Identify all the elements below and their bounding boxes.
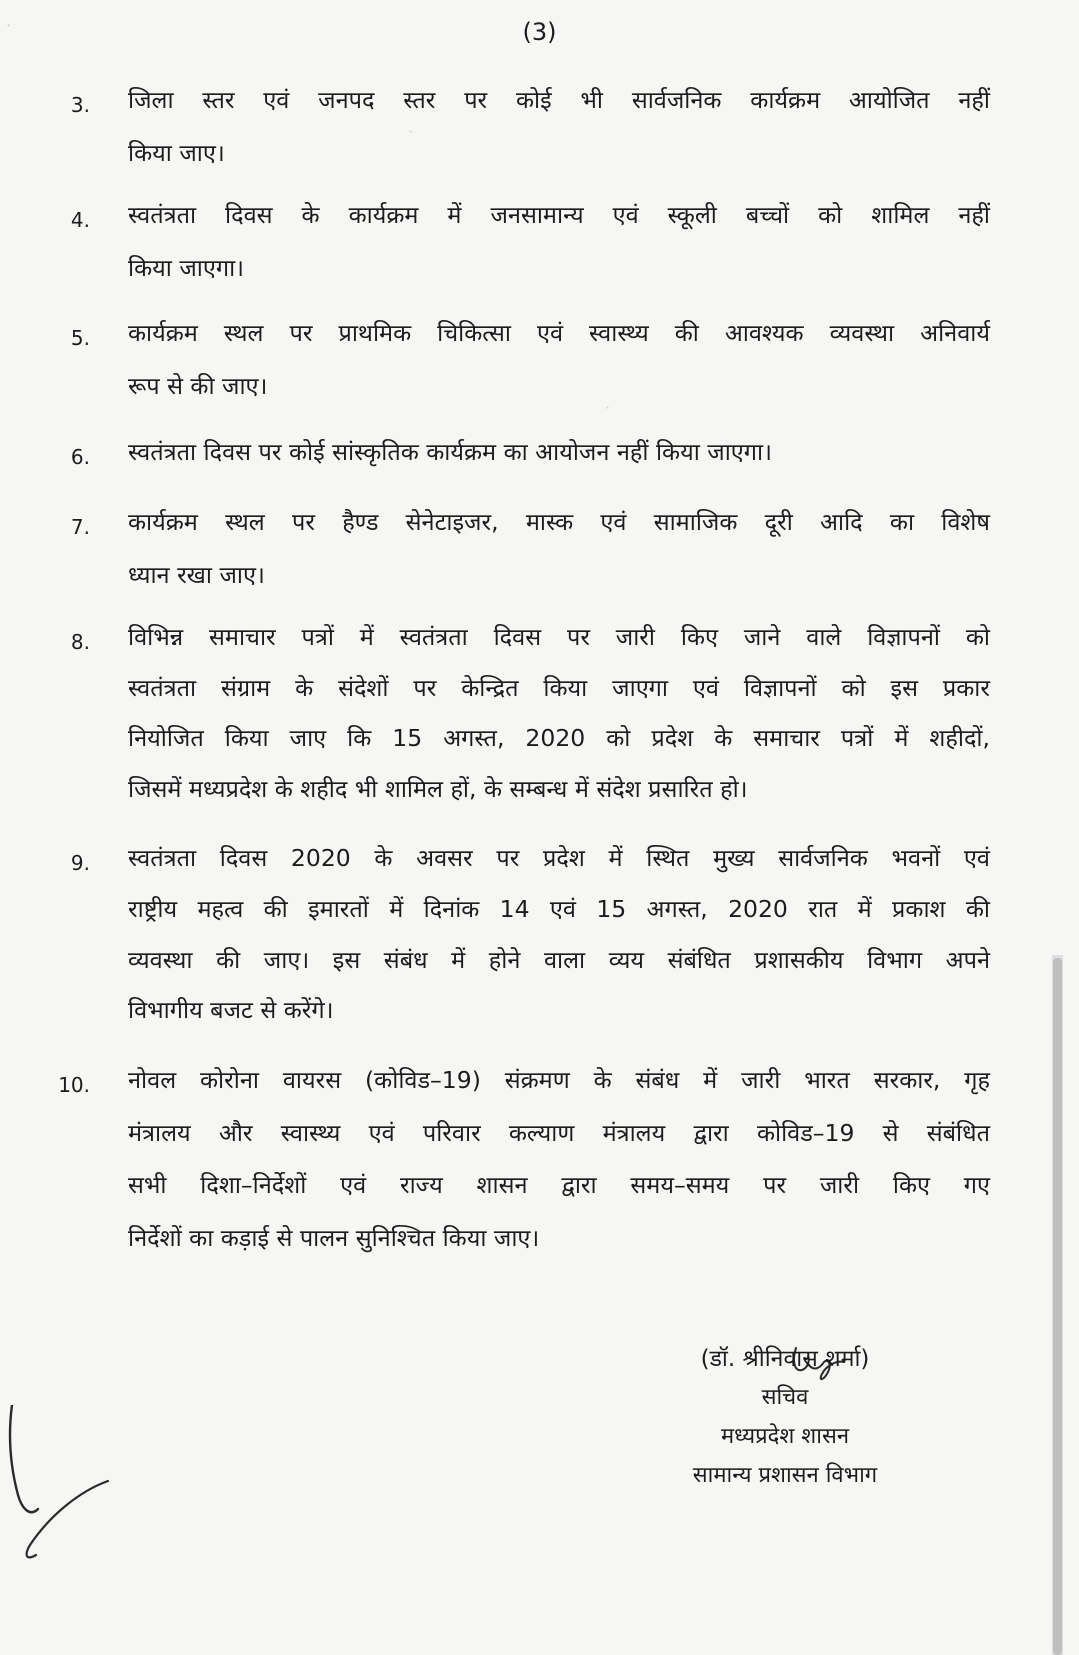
item-number: 4. — [70, 208, 90, 232]
item-number: 10. — [58, 1073, 90, 1097]
bleed-mark: · — [605, 398, 611, 417]
signatory-government: मध्यप्रदेश शासन — [720, 1424, 850, 1449]
scrollbar-thumb[interactable] — [1053, 958, 1062, 1655]
bleed-mark: · — [408, 122, 414, 141]
item-line: नियोजित किया जाए कि 15 अगस्त, 2020 को प्रदेश के समाचार पत्रों में शहीदों, — [128, 724, 990, 752]
item-number: 5. — [70, 326, 90, 350]
item-line: स्वतंत्रता दिवस 2020 के अवसर पर प्रदेश में स्थित मुख्य सार्वजनिक भवनों एवं — [128, 844, 990, 872]
signatory-department: सामान्य प्रशासन विभाग — [692, 1463, 878, 1488]
item-line: स्वतंत्रता दिवस पर कोई सांस्कृतिक कार्यक्रम का आयोजन नहीं किया जाएगा। — [128, 438, 773, 466]
item-line: सभी दिशा–निर्देशों एवं राज्य शासन द्वारा समय–समय पर जारी किए गए — [128, 1171, 990, 1199]
signatory-name: (डॉ. श्रीनिवास शर्मा) — [700, 1346, 870, 1372]
item-line: नोवल कोरोना वायरस (कोविड–19) संक्रमण के संबंध में जारी भारत सरकार, गृह — [128, 1066, 990, 1094]
item-line: व्यवस्था की जाए। इस संबंध में होने वाला व्यय संबंधित प्रशासकीय विभाग अपने — [128, 946, 990, 974]
signatory-designation: सचिव — [761, 1385, 809, 1410]
item-line: कार्यक्रम स्थल पर प्राथमिक चिकित्सा एवं स्वास्थ्य की आवश्यक व्यवस्था अनिवार्य — [128, 319, 990, 347]
item-line: स्वतंत्रता संग्राम के संदेशों पर केन्द्रित किया जाएगा एवं विज्ञापनों को इस प्रकार — [128, 674, 990, 702]
item-number: 8. — [70, 630, 90, 654]
item-line: कार्यक्रम स्थल पर हैण्ड सेनेटाइजर, मास्क एवं सामाजिक दूरी आदि का विशेष — [128, 508, 990, 536]
signature-block — [640, 1345, 930, 1501]
item-line: किया जाएगा। — [128, 254, 245, 282]
bleed-mark: · — [6, 16, 12, 35]
handwritten-initials — [0, 1405, 130, 1605]
item-line: स्वतंत्रता दिवस के कार्यक्रम में जनसामान्य एवं स्कूली बच्चों को शामिल नहीं — [128, 201, 990, 229]
item-line: जिला स्तर एवं जनपद स्तर पर कोई भी सार्वजनिक कार्यक्रम आयोजित नहीं — [128, 86, 990, 114]
item-number: 7. — [70, 515, 90, 539]
item-line: विभागीय बजट से करेंगे। — [128, 996, 334, 1024]
item-line: रूप से की जाए। — [128, 372, 268, 400]
item-number: 9. — [70, 851, 90, 875]
item-number: 6. — [70, 445, 90, 469]
item-line: जिसमें मध्यप्रदेश के शहीद भी शामिल हों, के सम्बन्ध में संदेश प्रसारित हो। — [128, 775, 748, 803]
item-line: निर्देशों का कड़ाई से पालन सुनिश्चित किया जाए। — [128, 1224, 540, 1252]
item-number: 3. — [70, 93, 90, 117]
item-line: राष्ट्रीय महत्व की इमारतों में दिनांक 14 एवं 15 अगस्त, 2020 रात में प्रकाश की — [128, 895, 990, 923]
item-line: ध्यान रखा जाए। — [128, 561, 265, 589]
item-line: मंत्रालय और स्वास्थ्य एवं परिवार कल्याण मंत्रालय द्वारा कोविड–19 से संबंधित — [128, 1119, 990, 1147]
page-number: (3) — [522, 18, 557, 46]
item-line: विभिन्न समाचार पत्रों में स्वतंत्रता दिवस पर जारी किए जाने वाले विज्ञापनों को — [128, 623, 990, 651]
item-line: किया जाए। — [128, 139, 225, 167]
